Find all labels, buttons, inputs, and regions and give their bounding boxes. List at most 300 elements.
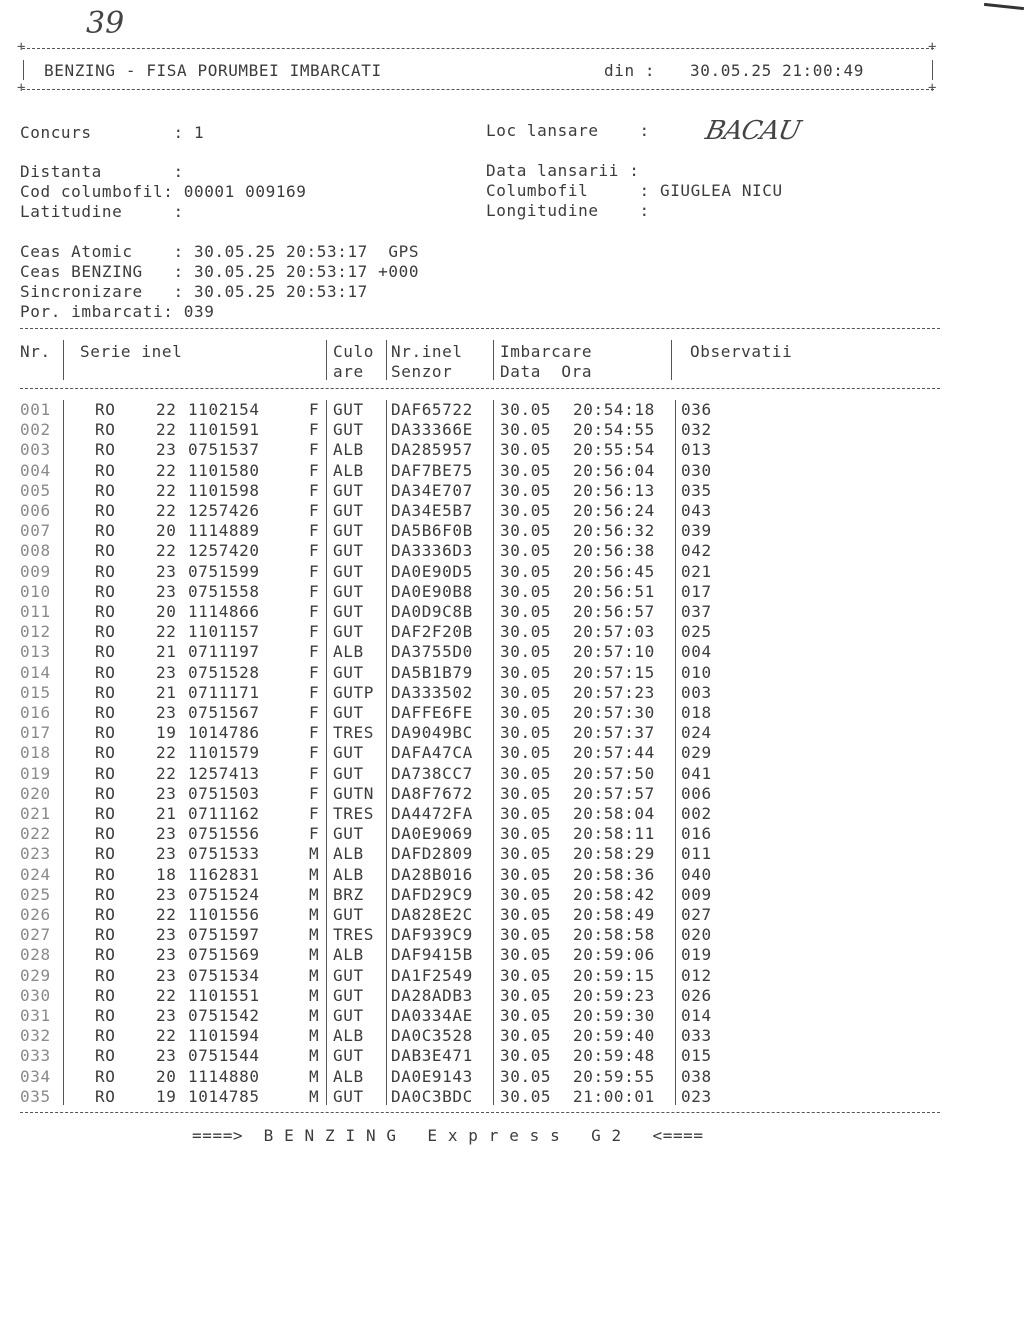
- row-sensor: DA4472FA: [391, 804, 473, 823]
- row-sensor: DA8F7672: [391, 783, 473, 803]
- row-nr: 021: [20, 804, 51, 823]
- row-time: 20:58:11: [573, 824, 655, 844]
- table-row: [0, 1067, 1024, 1087]
- row-year: 23: [156, 925, 177, 945]
- row-time: 20:56:32: [573, 521, 655, 541]
- row-sensor: DA0E9069: [391, 824, 473, 844]
- header-senzor: Senzor: [391, 362, 453, 381]
- row-time: 20:57:44: [573, 743, 655, 763]
- distanta-field: Distanta :: [20, 162, 184, 181]
- row-year: 23: [156, 1006, 177, 1025]
- row-time: 20:57:10: [573, 642, 655, 662]
- row-sensor: DA0C3528: [391, 1026, 473, 1046]
- row-ring-number: 1101157: [188, 622, 260, 642]
- table-row: [0, 804, 1024, 824]
- header-nr: Nr.: [20, 342, 51, 361]
- row-time: 20:54:18: [573, 400, 655, 419]
- row-country: RO: [95, 602, 116, 621]
- row-year: 23: [156, 824, 177, 844]
- table-column-separator: [671, 340, 672, 380]
- cod-columbofil-field: Cod columbofil: 00001 009169: [20, 182, 307, 201]
- row-country: RO: [95, 985, 116, 1005]
- row-year: 19: [156, 1086, 177, 1106]
- row-ring-number: 1257426: [188, 501, 260, 520]
- row-sensor: DA5B1B79: [391, 662, 473, 682]
- row-date: 30.05: [500, 985, 552, 1005]
- row-nr: 022: [20, 824, 51, 844]
- header-left-border: [23, 60, 24, 80]
- row-year: 22: [156, 905, 177, 924]
- row-color: GUT: [333, 1086, 364, 1106]
- row-sensor: DA738CC7: [391, 763, 473, 783]
- row-sex: F: [309, 440, 320, 460]
- row-color: ALB: [333, 1026, 364, 1046]
- din-timestamp: 30.05.25 21:00:49: [690, 61, 864, 80]
- row-nr: 011: [20, 602, 51, 621]
- row-country: RO: [95, 723, 116, 743]
- row-ring-number: 0751534: [188, 965, 260, 985]
- row-sex: F: [309, 521, 320, 541]
- row-country: RO: [95, 541, 116, 561]
- row-country: RO: [95, 1066, 116, 1086]
- row-country: RO: [95, 561, 116, 581]
- row-sex: F: [309, 561, 320, 581]
- por-imbarcati-field: Por. imbarcati: 039: [20, 302, 215, 321]
- row-date: 30.05: [500, 400, 552, 419]
- row-observatii: 002: [681, 804, 712, 823]
- row-color: GUTN: [333, 783, 374, 803]
- row-observatii: 006: [681, 783, 712, 803]
- row-sensor: DA28B016: [391, 864, 473, 884]
- row-time: 20:57:50: [573, 763, 655, 783]
- row-time: 20:57:15: [573, 662, 655, 682]
- loc-lansare-field: Loc lansare :: [486, 121, 650, 140]
- row-sensor: DA285957: [391, 440, 473, 460]
- row-ring-number: 0751558: [188, 581, 260, 601]
- row-observatii: 015: [681, 1046, 712, 1066]
- row-year: 20: [156, 1066, 177, 1086]
- row-year: 22: [156, 460, 177, 480]
- table-row: [0, 865, 1024, 885]
- row-country: RO: [95, 521, 116, 541]
- row-date: 30.05: [500, 1066, 552, 1086]
- row-country: RO: [95, 400, 116, 419]
- table-row: [0, 481, 1024, 501]
- row-date: 30.05: [500, 884, 552, 904]
- row-year: 22: [156, 541, 177, 561]
- row-nr: 020: [20, 783, 51, 803]
- row-nr: 007: [20, 521, 51, 541]
- row-time: 20:56:24: [573, 501, 655, 520]
- table-column-separator: [326, 400, 327, 1105]
- row-year: 23: [156, 662, 177, 682]
- row-year: 22: [156, 1026, 177, 1046]
- row-sensor: DA34E707: [391, 480, 473, 500]
- row-year: 23: [156, 703, 177, 722]
- row-observatii: 026: [681, 985, 712, 1005]
- table-row: [0, 1026, 1024, 1046]
- row-sensor: DAF939C9: [391, 925, 473, 945]
- row-year: 21: [156, 642, 177, 662]
- row-year: 23: [156, 844, 177, 864]
- row-year: 22: [156, 743, 177, 763]
- table-row: [0, 905, 1024, 925]
- row-color: GUT: [333, 1046, 364, 1066]
- row-sensor: DAF65722: [391, 400, 473, 419]
- row-sex: M: [309, 864, 320, 884]
- row-country: RO: [95, 783, 116, 803]
- row-sensor: DA1F2549: [391, 965, 473, 985]
- table-row: [0, 966, 1024, 986]
- row-observatii: 029: [681, 743, 712, 763]
- row-date: 30.05: [500, 804, 552, 823]
- corner-plus: +: [17, 80, 26, 96]
- row-ring-number: 1101591: [188, 420, 260, 440]
- row-observatii: 003: [681, 682, 712, 702]
- row-time: 20:59:30: [573, 1006, 655, 1025]
- row-year: 23: [156, 440, 177, 460]
- row-date: 30.05: [500, 1086, 552, 1106]
- row-nr: 033: [20, 1046, 51, 1066]
- row-time: 20:58:04: [573, 804, 655, 823]
- row-time: 20:56:51: [573, 581, 655, 601]
- row-date: 30.05: [500, 440, 552, 460]
- row-sex: F: [309, 743, 320, 763]
- row-ring-number: 0751542: [188, 1006, 260, 1025]
- row-date: 30.05: [500, 662, 552, 682]
- row-sex: F: [309, 824, 320, 844]
- row-observatii: 021: [681, 561, 712, 581]
- row-sensor: DA28ADB3: [391, 985, 473, 1005]
- row-ring-number: 1101580: [188, 460, 260, 480]
- row-year: 22: [156, 480, 177, 500]
- scan-edge-mark: [984, 3, 1024, 10]
- row-ring-number: 0751597: [188, 925, 260, 945]
- row-nr: 029: [20, 965, 51, 985]
- row-color: GUT: [333, 1006, 364, 1025]
- row-year: 23: [156, 1046, 177, 1066]
- row-time: 20:57:23: [573, 682, 655, 702]
- row-observatii: 010: [681, 662, 712, 682]
- row-ring-number: 1102154: [188, 400, 260, 419]
- row-date: 30.05: [500, 824, 552, 844]
- row-ring-number: 1101556: [188, 905, 260, 924]
- row-color: TRES: [333, 723, 374, 743]
- row-observatii: 037: [681, 602, 712, 621]
- row-date: 30.05: [500, 501, 552, 520]
- row-date: 30.05: [500, 460, 552, 480]
- row-ring-number: 1101598: [188, 480, 260, 500]
- row-sex: M: [309, 844, 320, 864]
- row-date: 30.05: [500, 723, 552, 743]
- columbofil-field: Columbofil : GIUGLEA NICU: [486, 181, 783, 200]
- row-year: 21: [156, 682, 177, 702]
- row-color: GUT: [333, 703, 364, 722]
- row-country: RO: [95, 703, 116, 722]
- row-ring-number: 1114866: [188, 602, 260, 621]
- row-observatii: 035: [681, 480, 712, 500]
- table-row: [0, 541, 1024, 561]
- row-color: GUT: [333, 824, 364, 844]
- row-color: ALB: [333, 440, 364, 460]
- row-nr: 005: [20, 480, 51, 500]
- row-sensor: DAFFE6FE: [391, 703, 473, 722]
- row-sensor: DAFD29C9: [391, 884, 473, 904]
- data-lansarii-field: Data lansarii :: [486, 161, 640, 180]
- header-culo: Culo: [333, 342, 374, 361]
- row-date: 30.05: [500, 581, 552, 601]
- row-year: 23: [156, 561, 177, 581]
- header-bottom-border: [22, 89, 934, 90]
- row-nr: 023: [20, 844, 51, 864]
- latitudine-field: Latitudine :: [20, 202, 184, 221]
- row-country: RO: [95, 460, 116, 480]
- row-year: 22: [156, 420, 177, 440]
- row-nr: 002: [20, 420, 51, 440]
- row-sex: F: [309, 480, 320, 500]
- table-column-separator: [493, 340, 494, 380]
- sincronizare-field: Sincronizare : 30.05.25 20:53:17: [20, 282, 368, 301]
- table-row: [0, 501, 1024, 521]
- row-sex: F: [309, 420, 320, 440]
- row-date: 30.05: [500, 844, 552, 864]
- row-time: 20:59:23: [573, 985, 655, 1005]
- row-observatii: 017: [681, 581, 712, 601]
- row-observatii: 013: [681, 440, 712, 460]
- row-sensor: DAF7BE75: [391, 460, 473, 480]
- row-observatii: 042: [681, 541, 712, 561]
- report-title: BENZING - FISA PORUMBEI IMBARCATI: [44, 61, 382, 80]
- row-date: 30.05: [500, 1046, 552, 1066]
- row-date: 30.05: [500, 925, 552, 945]
- row-sex: F: [309, 723, 320, 743]
- row-country: RO: [95, 642, 116, 662]
- row-year: 22: [156, 501, 177, 520]
- table-row: [0, 461, 1024, 481]
- row-observatii: 038: [681, 1066, 712, 1086]
- row-country: RO: [95, 804, 116, 823]
- row-ring-number: 0751524: [188, 884, 260, 904]
- row-ring-number: 0751528: [188, 662, 260, 682]
- table-row: [0, 723, 1024, 743]
- row-sensor: DA0D9C8B: [391, 602, 473, 621]
- table-row: [0, 440, 1024, 460]
- row-ring-number: 1014785: [188, 1086, 260, 1106]
- row-country: RO: [95, 864, 116, 884]
- row-observatii: 018: [681, 703, 712, 722]
- row-country: RO: [95, 622, 116, 642]
- table-row: [0, 400, 1024, 420]
- table-row: [0, 683, 1024, 703]
- row-ring-number: 1114880: [188, 1066, 260, 1086]
- row-observatii: 004: [681, 642, 712, 662]
- row-sex: F: [309, 622, 320, 642]
- ceas-atomic-field: Ceas Atomic : 30.05.25 20:53:17 GPS: [20, 242, 420, 261]
- row-country: RO: [95, 480, 116, 500]
- row-sex: F: [309, 804, 320, 823]
- row-color: GUTP: [333, 682, 374, 702]
- row-sex: F: [309, 642, 320, 662]
- din-label: din :: [604, 61, 656, 80]
- row-date: 30.05: [500, 905, 552, 924]
- row-sensor: DA333502: [391, 682, 473, 702]
- row-ring-number: 1014786: [188, 723, 260, 743]
- ceas-benzing-field: Ceas BENZING : 30.05.25 20:53:17 +000: [20, 262, 420, 281]
- row-nr: 016: [20, 703, 51, 722]
- row-date: 30.05: [500, 642, 552, 662]
- table-column-separator: [386, 400, 387, 1105]
- row-sex: M: [309, 925, 320, 945]
- row-sex: F: [309, 541, 320, 561]
- table-column-separator: [63, 340, 64, 380]
- row-sex: F: [309, 581, 320, 601]
- corner-plus: +: [928, 39, 937, 55]
- row-year: 23: [156, 581, 177, 601]
- table-column-separator: [63, 400, 64, 1105]
- row-country: RO: [95, 1086, 116, 1106]
- row-nr: 008: [20, 541, 51, 561]
- row-ring-number: 0751503: [188, 783, 260, 803]
- row-country: RO: [95, 420, 116, 440]
- row-sensor: DA3755D0: [391, 642, 473, 662]
- row-color: GUT: [333, 743, 364, 763]
- row-time: 20:58:29: [573, 844, 655, 864]
- handwritten-page-number: 39: [86, 6, 125, 41]
- row-color: GUT: [333, 501, 364, 520]
- row-observatii: 012: [681, 965, 712, 985]
- row-sex: M: [309, 905, 320, 924]
- table-row: [0, 602, 1024, 622]
- table-row: [0, 885, 1024, 905]
- row-sensor: DAFD2809: [391, 844, 473, 864]
- row-time: 20:57:30: [573, 703, 655, 722]
- row-ring-number: 0711171: [188, 682, 260, 702]
- table-row: [0, 844, 1024, 864]
- row-year: 23: [156, 965, 177, 985]
- row-color: BRZ: [333, 884, 364, 904]
- table-row: [0, 764, 1024, 784]
- header-top-border: [22, 48, 934, 49]
- table-row: [0, 703, 1024, 723]
- row-nr: 012: [20, 622, 51, 642]
- loc-lansare-handwritten: BACAU: [702, 116, 803, 146]
- row-year: 23: [156, 884, 177, 904]
- row-observatii: 041: [681, 763, 712, 783]
- table-row: [0, 743, 1024, 763]
- row-year: 22: [156, 400, 177, 419]
- table-top-border: [20, 328, 940, 329]
- row-time: 20:57:57: [573, 783, 655, 803]
- row-sensor: DAF2F20B: [391, 622, 473, 642]
- row-observatii: 024: [681, 723, 712, 743]
- row-time: 20:56:57: [573, 602, 655, 621]
- row-year: 19: [156, 723, 177, 743]
- row-color: GUT: [333, 905, 364, 924]
- row-date: 30.05: [500, 420, 552, 440]
- row-year: 23: [156, 783, 177, 803]
- row-time: 20:59:15: [573, 965, 655, 985]
- row-sensor: DAB3E471: [391, 1046, 473, 1066]
- row-color: TRES: [333, 925, 374, 945]
- table-column-separator: [386, 340, 387, 380]
- row-time: 20:59:06: [573, 945, 655, 965]
- row-sex: F: [309, 662, 320, 682]
- row-nr: 009: [20, 561, 51, 581]
- row-country: RO: [95, 925, 116, 945]
- row-color: GUT: [333, 420, 364, 440]
- row-sensor: DA0E90B8: [391, 581, 473, 601]
- row-nr: 004: [20, 460, 51, 480]
- row-date: 30.05: [500, 541, 552, 561]
- concurs-field: Concurs : 1: [20, 123, 205, 142]
- row-ring-number: 0751544: [188, 1046, 260, 1066]
- row-observatii: 039: [681, 521, 712, 541]
- table-row: [0, 420, 1024, 440]
- row-color: TRES: [333, 804, 374, 823]
- row-sensor: DA0334AE: [391, 1006, 473, 1025]
- row-nr: 032: [20, 1026, 51, 1046]
- longitudine-field: Longitudine :: [486, 201, 650, 220]
- row-ring-number: 0711162: [188, 804, 260, 823]
- header-serie-inel: Serie inel: [80, 342, 183, 361]
- row-ring-number: 0711197: [188, 642, 260, 662]
- row-country: RO: [95, 965, 116, 985]
- row-time: 20:58:58: [573, 925, 655, 945]
- row-observatii: 020: [681, 925, 712, 945]
- row-color: ALB: [333, 1066, 364, 1086]
- row-observatii: 036: [681, 400, 712, 419]
- row-time: 20:55:54: [573, 440, 655, 460]
- table-row: [0, 562, 1024, 582]
- row-sex: M: [309, 884, 320, 904]
- row-year: 22: [156, 622, 177, 642]
- row-color: GUT: [333, 602, 364, 621]
- row-observatii: 011: [681, 844, 712, 864]
- row-nr: 019: [20, 763, 51, 783]
- row-time: 20:59:48: [573, 1046, 655, 1066]
- row-nr: 017: [20, 723, 51, 743]
- row-nr: 010: [20, 581, 51, 601]
- row-year: 23: [156, 945, 177, 965]
- row-country: RO: [95, 440, 116, 460]
- row-sensor: DA9049BC: [391, 723, 473, 743]
- row-country: RO: [95, 581, 116, 601]
- row-time: 20:54:55: [573, 420, 655, 440]
- row-ring-number: 1257413: [188, 763, 260, 783]
- table-row: [0, 925, 1024, 945]
- header-imbarcare: Imbarcare: [500, 342, 593, 361]
- table-row: [0, 1006, 1024, 1026]
- row-time: 20:58:36: [573, 864, 655, 884]
- row-ring-number: 1101551: [188, 985, 260, 1005]
- row-observatii: 009: [681, 884, 712, 904]
- row-sex: M: [309, 1046, 320, 1066]
- row-sensor: DA3336D3: [391, 541, 473, 561]
- row-sensor: DA33366E: [391, 420, 473, 440]
- row-date: 30.05: [500, 864, 552, 884]
- row-date: 30.05: [500, 682, 552, 702]
- row-observatii: 032: [681, 420, 712, 440]
- row-country: RO: [95, 945, 116, 965]
- row-nr: 026: [20, 905, 51, 924]
- row-sex: F: [309, 682, 320, 702]
- row-country: RO: [95, 763, 116, 783]
- row-observatii: 040: [681, 864, 712, 884]
- table-column-separator: [326, 340, 327, 380]
- row-observatii: 043: [681, 501, 712, 520]
- row-nr: 001: [20, 400, 51, 419]
- row-observatii: 016: [681, 824, 712, 844]
